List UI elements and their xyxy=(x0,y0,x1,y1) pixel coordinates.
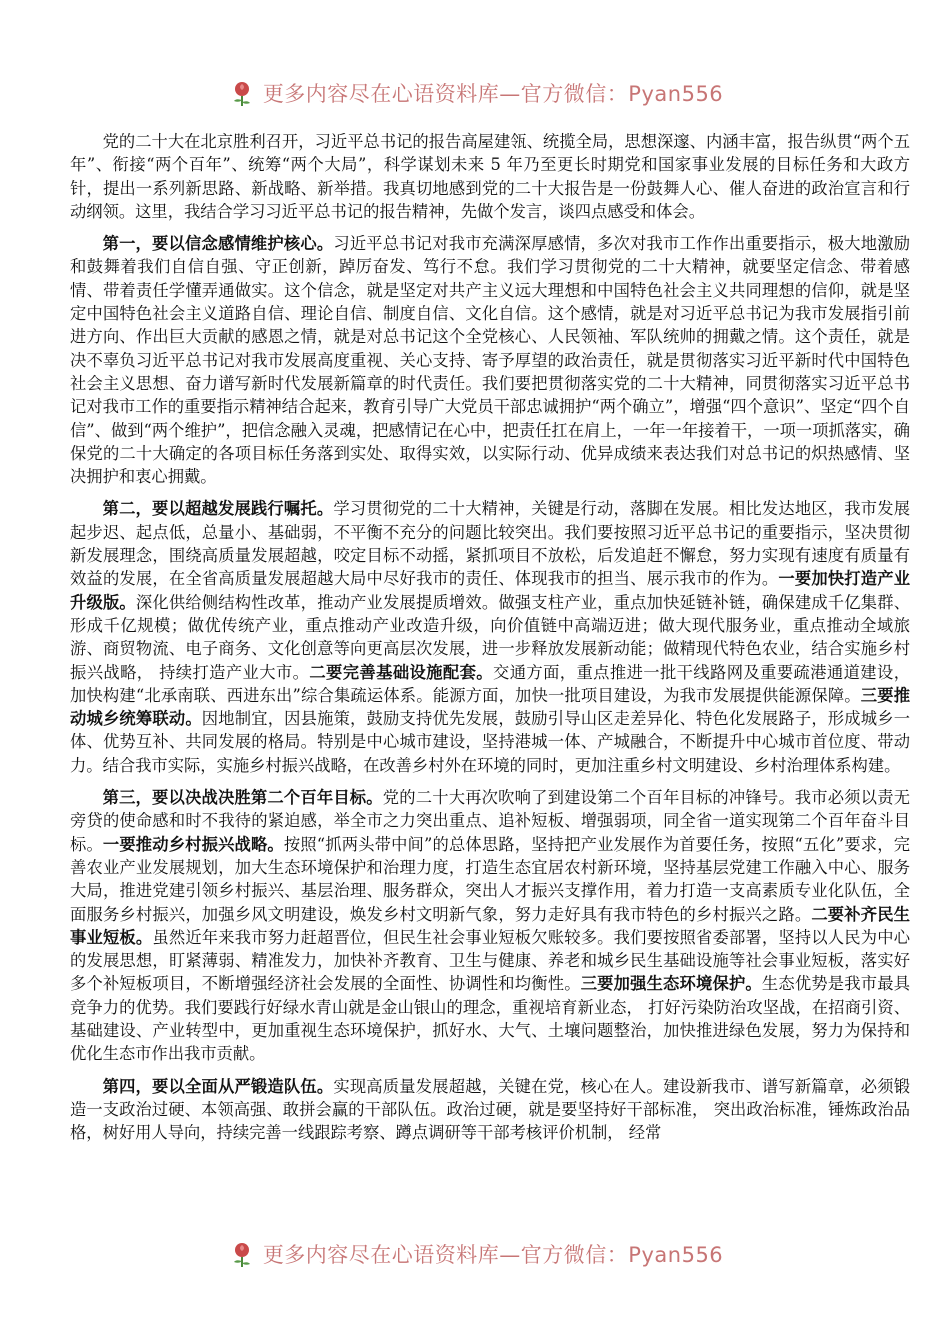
paragraph-text: 按照“抓两头带中间”的总体思路，坚持把产业发展作为首要任务，按照“五化”要求，完善农业产业发展规划，加大生态环境保护和治理力度，打造生态宜居农村新环境，坚持基层党建工作融入中心、服务大局，推进党建引领乡村振兴、基层治理、服务群众，突出人才振兴支撑作用，着力打造一支高素质专业化队伍，全面服务乡村振兴，加强乡风文明建设，焕发乡村文明新气象，努力走好具有我市特色的乡村振兴之路。 xyxy=(70,834,910,924)
paragraph-intro xyxy=(70,130,910,223)
footer-watermark-banner xyxy=(0,1237,950,1271)
header-watermark-banner xyxy=(0,76,950,110)
paragraph-heading: 第三，要以决战决胜第二个百年目标。 xyxy=(102,788,383,808)
paragraph-text: 习近平总书记对我市充满深厚感情，多次对我市工作作出重要指示，极大地激励和鼓舞着我们自信自强、守正创新，踔厉奋发、笃行不怠。我们学习贯彻党的二十大精神，就要坚定信念、带着感情、带着责任学懂弄通做实。这个信念，就是坚定对共产主义远大理想和中国特色社会主义共同理想的信仰，就是坚定中国特色社会主义道路自信、理论自信、制度自信、文化自信。这个感情，就是对习近平总书记为我市发展指引前进方向、作出巨大贡献的感恩之情，就是对总书记这个全党核心、人民领袖、军队统帅的拥戴之情。这个责任，就是决不辜负习近平总书记对我市发展高度重视、关心支持、寄予厚望的政治责任，就是贯彻落实习近平新时代中国特色社会主义思想、奋力谱写新时代发展新篇章的时代责任。我们要把贯彻落实党的二十大精神，同贯彻落实习近平总书记对我市工作的重要指示精神结合起来，教育引导广大党员干部忠诚拥护“两个确立”，增强“四个意识”、坚定“四个自信”、做到“两个维护”，把信念融入灵魂，把感情记在心中，把责任扛在肩上，一年一年接着干，一项一项抓落实，确保党的二十大确定的各项目标任务落到实处、取得实效，以实际行动、优异成绩来表达我们对总书记的炽热感情、坚决拥护和衷心拥戴。 xyxy=(70,234,910,487)
paragraph-text: 虽然近年来我市努力赶超晋位，但民生社会事业短板欠账较多。我们要按照省委部署，坚持以人民为中心的发展思想，盯紧薄弱、精准发力，加快补齐教育、卫生与健康、养老和城乡民生基础设施等社会事业短板，落实好多个补短板项目，不断增强经济社会发展的全面性、协调性和均衡性。 xyxy=(70,927,910,994)
document-body xyxy=(70,130,910,1153)
paragraph-fourth-point xyxy=(70,1075,910,1145)
sub-heading: 一要推动乡村振兴战略。 xyxy=(102,834,284,854)
paragraph-third-point xyxy=(70,786,910,1066)
sub-heading: 三要加强生态环境保护。 xyxy=(580,974,762,994)
paragraph-first-point xyxy=(70,232,910,488)
sub-heading: 一要加快打造产业升级版。 xyxy=(70,569,910,612)
paragraph-text: 学习贯彻党的二十大精神，关键是行动，落脚在发展。相比发达地区，我市发展起步迟、起点低，总量小、基础弱，不平衡不充分的问题比较突出。我们要按照习近平总书记的重要指示，坚决贯彻新发展理念，围绕高质量发展超越，咬定目标不动摇，紧抓项目不放松，后发追赶不懈怠，努力实现有速度有质量有效益的发展，在全省高质量发展超越大局中尽好我市的责任、体现我市的担当、展示我市的作为。 xyxy=(70,499,910,589)
paragraph-heading: 第一，要以信念感情维护核心。 xyxy=(102,234,334,254)
paragraph-text: 因地制宜，因县施策，鼓励支持优先发展，鼓励引导山区走差异化、特色化发展路子，形成城乡一体、优势互补、共同发展的格局。特别是中心城市建设，坚持港城一体、产城融合，不断提升中心城市首位度、带动力。结合我市实际，实施乡村振兴战略，在改善乡村外在环境的同时，更加注重乡村文明建设、乡村治理体系构建。 xyxy=(70,709,910,775)
paragraph-text: 党的二十大再次吹响了到建设第二个百年目标的冲锋号。我市必须以责无旁贷的使命感和时不我待的紧迫感，举全市之力突出重点、追补短板、增强弱项，同全省一道实现第二个百年奋斗目标。 xyxy=(70,788,910,854)
paragraph-text: 深化供给侧结构性改革，推动产业发展提质增效。做强支柱产业，重点加快延链补链，确保建成千亿集群、形成千亿规模；做优传统产业，重点推动产业改造升级，向价值链中高端迈进；做大现代服务业，重点推动全域旅游、商贸物流、电子商务、文化创意等向更高层次发展，进一步释放发展新动能；做精现代特色农业，结合实施乡村振兴战略， 持续打造产业大市。 xyxy=(70,592,910,682)
sub-heading: 三要推动城乡统筹联动。 xyxy=(70,685,910,729)
rose-logo-icon xyxy=(227,1239,257,1269)
paragraph-text: 生态优势是我市最具竞争力的优势。我们要践行好绿水青山就是金山银山的理念，重视培育新业态， 打好污染防治攻坚战，在招商引资、基础建设、产业转型中，更加重视生态环境保护，抓好水、大气、土壤问题整治，加快推进绿色发展，努力为保持和优化生态市作出我市贡献。 xyxy=(70,974,910,1064)
paragraph-text: 党的二十大在北京胜利召开，习近平总书记的报告高屋建瓴、统揽全局，思想深邃、内涵丰富，报告纵贯“两个五年”、衔接“两个百年”、统筹“两个大局”，科学谋划未来 5 年乃至更长时期党和国家事业发展的目标任务和大政方针，提出一系列新思路、新战略、新举措。我真切地感到党的二十大报告是一份鼓舞人心、催人奋进的政治宣言和行动纲领。这里，我结合学习习近平总书记的报告精神，先做个发言，谈四点感受和体会。 xyxy=(70,132,910,221)
paragraph-heading: 第二，要以超越发展践行嘱托。 xyxy=(102,499,334,519)
rose-logo-icon xyxy=(227,78,257,108)
paragraph-second-point xyxy=(70,497,910,777)
paragraph-text: 交通方面，重点推进一批干线路网及重要疏港通道建设， 加快构建“北承南联、西进东出”综合集疏运体系。能源方面，加快一批项目建设，为我市发展提供能源保障。 xyxy=(70,662,910,705)
watermark-text: 更多内容尽在心语资料库—官方微信：Pyan556 xyxy=(262,1243,724,1267)
sub-heading: 二要补齐民生事业短板。 xyxy=(70,904,910,947)
paragraph-text: 实现高质量发展超越，关键在党，核心在人。建设新我市、谱写新篇章，必须锻造一支政治过硬、本领高强、敢拼会赢的干部队伍。政治过硬，就是要坚持好干部标准， 突出政治标准，锤炼政治品格，树好用人导向，持续完善一线跟踪考察、蹲点调研等干部考核评价机制， 经常 xyxy=(70,1076,910,1143)
watermark-text: 更多内容尽在心语资料库—官方微信：Pyan556 xyxy=(262,82,724,106)
sub-heading: 二要完善基础设施配套。 xyxy=(309,662,493,682)
paragraph-heading: 第四，要以全面从严锻造队伍。 xyxy=(102,1076,334,1096)
